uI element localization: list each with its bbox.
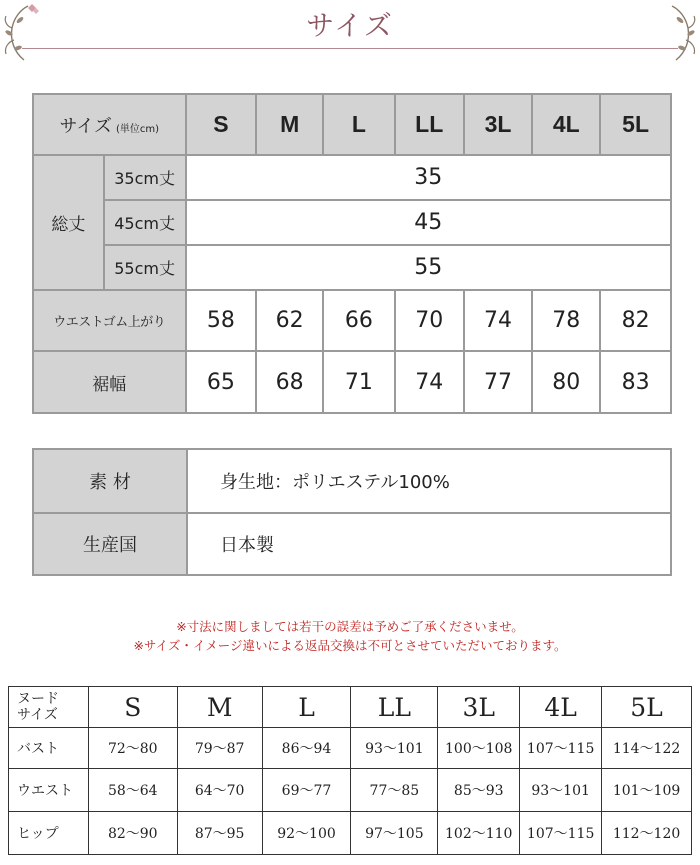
size-header-row xyxy=(33,94,671,155)
length-row-55 xyxy=(33,245,671,290)
waist-nude-value-m: 64～70 xyxy=(177,769,262,812)
bust-row xyxy=(9,728,692,769)
length-row-35 xyxy=(33,155,671,200)
bust-value-s: 72～80 xyxy=(88,728,177,769)
waist-nude-value-5l: 101～109 xyxy=(602,769,692,812)
hip-row xyxy=(9,812,692,855)
page-title: サイズ xyxy=(306,9,394,42)
length-value-35: 35 xyxy=(186,155,672,200)
size-unit-label: (単位cm) xyxy=(116,123,160,135)
size-corner-cell xyxy=(33,94,186,155)
waist-nude-value-3l: 85～93 xyxy=(438,769,520,812)
waist-row xyxy=(33,290,671,351)
page-header xyxy=(0,0,700,70)
bust-value-ll: 93～101 xyxy=(351,728,438,769)
size-table xyxy=(32,93,672,414)
length-value-55: 55 xyxy=(186,245,672,290)
nude-header-row xyxy=(9,687,692,728)
waist-nude-value-ll: 77～85 xyxy=(351,769,438,812)
origin-value: 日本製 xyxy=(187,513,671,575)
hem-value-ll: 74 xyxy=(395,351,464,413)
waist-value-l: 66 xyxy=(323,290,395,351)
size-header-ll: LL xyxy=(395,94,464,155)
hem-label: 裾幅 xyxy=(33,351,186,413)
material-value: 身生地：ポリエステル100% xyxy=(187,449,671,513)
hip-value-5l: 112～120 xyxy=(602,812,692,855)
nude-header-ll: LL xyxy=(351,687,438,728)
nude-corner-line1: ヌード xyxy=(17,691,59,707)
nude-corner-cell xyxy=(9,687,89,728)
material-table xyxy=(32,448,672,576)
hem-value-l: 71 xyxy=(323,351,395,413)
nude-header-3l: 3L xyxy=(438,687,520,728)
waist-nude-row xyxy=(9,769,692,812)
hem-value-5l: 83 xyxy=(600,351,671,413)
hem-value-3l: 77 xyxy=(464,351,533,413)
size-header-5l: 5L xyxy=(600,94,671,155)
hip-value-l: 92～100 xyxy=(262,812,351,855)
size-header-l: L xyxy=(323,94,395,155)
bust-label: バスト xyxy=(9,728,89,769)
waist-value-s: 58 xyxy=(186,290,257,351)
nude-size-table xyxy=(8,686,692,855)
hip-value-s: 82～90 xyxy=(88,812,177,855)
waist-nude-value-l: 69～77 xyxy=(262,769,351,812)
hem-value-m: 68 xyxy=(256,351,323,413)
hip-value-m: 87～95 xyxy=(177,812,262,855)
nude-header-m: M xyxy=(177,687,262,728)
size-header-4l: 4L xyxy=(532,94,600,155)
nude-header-l: L xyxy=(262,687,351,728)
hip-value-3l: 102～110 xyxy=(438,812,520,855)
size-header-s: S xyxy=(186,94,257,155)
size-header-m: M xyxy=(256,94,323,155)
waist-label: ウエストゴム上がり xyxy=(33,290,186,351)
bust-value-3l: 100～108 xyxy=(438,728,520,769)
bust-value-4l: 107～115 xyxy=(520,728,602,769)
waist-value-3l: 74 xyxy=(464,290,533,351)
origin-row xyxy=(33,513,671,575)
total-length-label: 総丈 xyxy=(33,155,104,290)
length-label-45: 45cm丈 xyxy=(104,200,186,245)
waist-value-4l: 78 xyxy=(532,290,600,351)
hem-row xyxy=(33,351,671,413)
bust-value-l: 86～94 xyxy=(262,728,351,769)
material-row xyxy=(33,449,671,513)
nude-header-4l: 4L xyxy=(520,687,602,728)
bust-value-m: 79～87 xyxy=(177,728,262,769)
hip-label: ヒップ xyxy=(9,812,89,855)
note-no-returns: ※サイズ・イメージ違いによる返品交換は不可とさせていただいております。 xyxy=(133,638,567,653)
size-corner-label: サイズ xyxy=(59,115,112,137)
length-value-45: 45 xyxy=(186,200,672,245)
note-tolerance: ※寸法に関しましては若干の誤差は予めご了承くださいませ。 xyxy=(176,619,524,634)
waist-value-ll: 70 xyxy=(395,290,464,351)
nude-corner-line2: サイズ xyxy=(17,707,58,723)
length-row-45 xyxy=(33,200,671,245)
origin-label: 生産国 xyxy=(33,513,187,575)
header-divider xyxy=(22,48,678,49)
hem-value-s: 65 xyxy=(186,351,257,413)
hem-value-4l: 80 xyxy=(532,351,600,413)
bust-value-5l: 114～122 xyxy=(602,728,692,769)
nude-header-5l: 5L xyxy=(602,687,692,728)
hip-value-4l: 107～115 xyxy=(520,812,602,855)
length-label-35: 35cm丈 xyxy=(104,155,186,200)
waist-nude-value-s: 58～64 xyxy=(88,769,177,812)
length-label-55: 55cm丈 xyxy=(104,245,186,290)
material-label: 素 材 xyxy=(33,449,187,513)
waist-value-m: 62 xyxy=(256,290,323,351)
waist-nude-value-4l: 93～101 xyxy=(520,769,602,812)
nude-header-s: S xyxy=(88,687,177,728)
waist-value-5l: 82 xyxy=(600,290,671,351)
waist-nude-label: ウエスト xyxy=(9,769,89,812)
floral-ornament-right-icon xyxy=(640,0,700,66)
size-header-3l: 3L xyxy=(464,94,533,155)
hip-value-ll: 97～105 xyxy=(351,812,438,855)
